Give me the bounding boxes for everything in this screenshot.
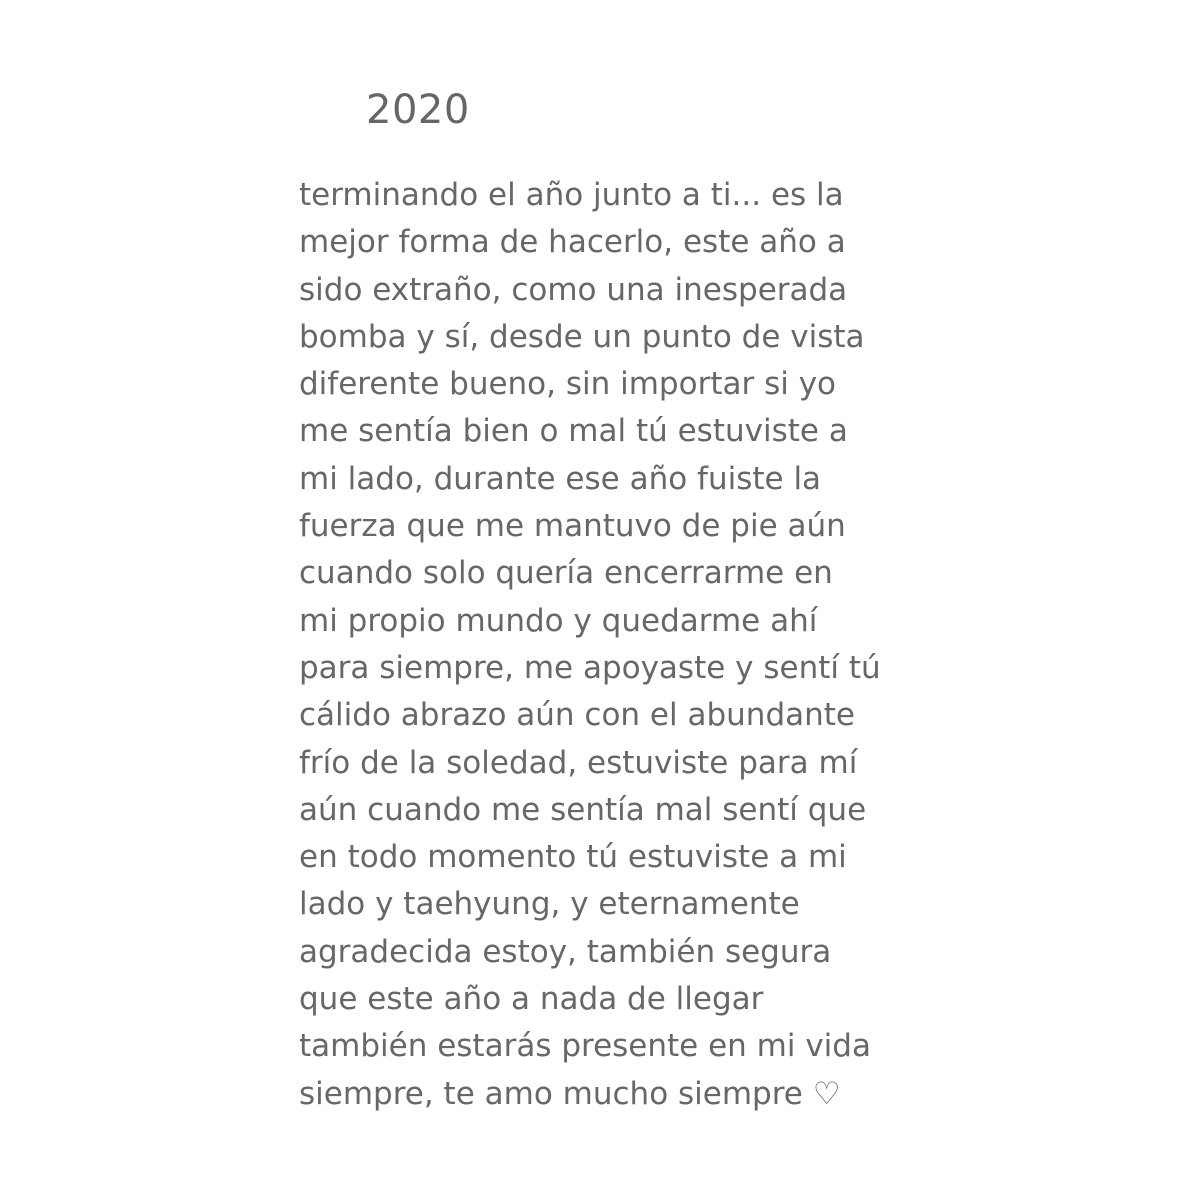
note-line: mejor forma de hacerlo, este año a xyxy=(299,224,846,261)
note-line: mi propio mundo y quedarme ahí xyxy=(299,602,818,639)
note-line: cuando solo quería encerrarme en xyxy=(299,555,833,592)
note-line: sido extraño, como una inesperada xyxy=(299,271,848,308)
note-line: fuerza que me mantuvo de pie aún xyxy=(299,508,846,545)
note-line: frío de la soledad, estuviste para mí xyxy=(299,744,858,781)
note-line: también estarás presente en mi vida xyxy=(299,1028,871,1065)
note-title-year: 2020 xyxy=(366,87,470,133)
note-line: lado y taehyung, y eternamente xyxy=(299,886,800,923)
note-line: para siempre, me apoyaste y sentí tú xyxy=(299,649,881,686)
note-line: aún cuando me sentía mal sentí que xyxy=(299,791,867,828)
note-line: bomba y sí, desde un punto de vista xyxy=(299,318,865,355)
note-line: que este año a nada de llegar xyxy=(299,981,764,1018)
note-line: diferente bueno, sin importar si yo xyxy=(299,366,837,403)
note-line: me sentía bien o mal tú estuviste a xyxy=(299,413,848,450)
note-line: mi lado, durante ese año fuiste la xyxy=(299,460,822,497)
note-body xyxy=(299,172,939,1118)
note-line: agradecida estoy, también segura xyxy=(299,933,832,970)
note-line: en todo momento tú estuviste a mi xyxy=(299,839,847,876)
note-line: terminando el año junto a ti... es la xyxy=(299,177,844,213)
note-line: siempre, te amo mucho siempre ♡ xyxy=(299,1075,841,1112)
note-line: cálido abrazo aún con el abundante xyxy=(299,697,855,734)
